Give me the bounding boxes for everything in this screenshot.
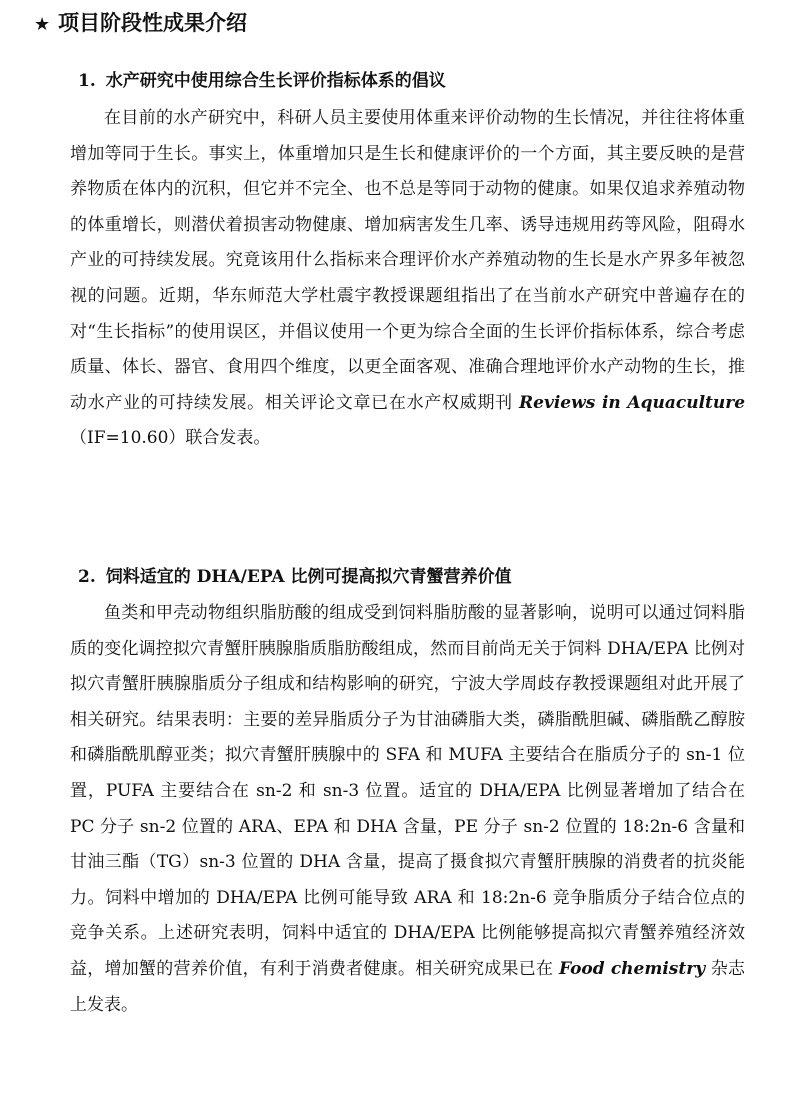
section-2-heading-text: 饲料适宜的 DHA/EPA 比例可提高拟穴青蟹营养价值 xyxy=(105,567,512,587)
page-title xyxy=(34,6,247,40)
section-1-number: 1. xyxy=(78,71,96,91)
page-title-text: 项目阶段性成果介绍 xyxy=(58,11,247,35)
star-icon: ★ xyxy=(34,14,51,35)
section-2-journal-name: Food chemistry xyxy=(558,958,706,979)
section-1-body-after: （IF=10.60）联合发表。 xyxy=(70,428,271,449)
section-2-number: 2. xyxy=(78,567,96,587)
section-1-body-before: 在目前的水产研究中，科研人员主要使用体重来评价动物的生长情况，并往往将体重增加等同于生长。事实上，体重增加只是生长和健康评价的一个方面，其主要反映的是营养物质在体内的沉积，但它并不完全、也不总是等同于动物的健康。如果仅追求养殖动物的体重增长，则潜伏着损害动物健康、增加病害发生几率、诱导违规用药等风险，阻碍水产业的可持续发展。究竟该用什么指标来合理评价水产养殖动物的生长是水产界多年被忽视的问题。近期，华东师范大学杜震宇教授课题组指出了在当前水产研究中普遍存在的对“生长指标”的使用误区，并倡议使用一个更为综合全面的生长评价指标体系，综合考虑质量、体长、器官、食用四个维度，以更全面客观、准确合理地评价水产动物的生长，推动水产业的可持续发展。相关评论文章已在水产权威期刊 xyxy=(70,108,745,413)
section-1-heading-text: 水产研究中使用综合生长评价指标体系的倡议 xyxy=(105,71,446,91)
section-2-body-before: 鱼类和甲壳动物组织脂肪酸的组成受到饲料脂肪酸的显著影响，说明可以通过饲料脂质的变化调控拟穴青蟹肝胰腺脂质脂肪酸组成，然而目前尚无关于饲料 DHA/EPA 比例对拟穴青蟹肝胰腺脂质分子组成和结构影响的研究，宁波大学周歧存教授课题组对此开展了相关研究。结果表明：主要的差异脂质分子为甘油磷脂大类，磷脂酰胆碱、磷脂酰乙醇胺和磷脂酰肌醇亚类；拟穴青蟹肝胰腺中的 SFA 和 MUFA 主要结合在脂质分子的 sn-1 位置，PUFA 主要结合在 sn-2 和 sn-3 位置。适宜的 DHA/EPA 比例显著增加了结合在 PC 分子 sn-2 位置的 ARA、EPA 和 DHA 含量，PE 分子 sn-2 位置的 18:2n-6 含量和甘油三酯（TG）sn-3 位置的 DHA 含量，提高了摄食拟穴青蟹肝胰腺的消费者的抗炎能力。饲料中增加的 DHA/EPA 比例可能导致 ARA 和 18:2n-6 竞争脂质分子结合位点的竞争关系。上述研究表明，饲料中适宜的 DHA/EPA 比例能够提高拟穴青蟹养殖经济效益，增加蟹的营养价值，有利于消费者健康。相关研究成果已在 xyxy=(70,603,745,979)
section-1-heading xyxy=(78,64,446,98)
section-2-paragraph xyxy=(70,596,745,1023)
section-1-paragraph xyxy=(70,101,745,457)
section-2-heading xyxy=(78,560,511,594)
section-2-body-after: 杂志上发表。 xyxy=(70,958,746,1015)
section-1-journal-name: Reviews in Aquaculture xyxy=(519,392,746,413)
